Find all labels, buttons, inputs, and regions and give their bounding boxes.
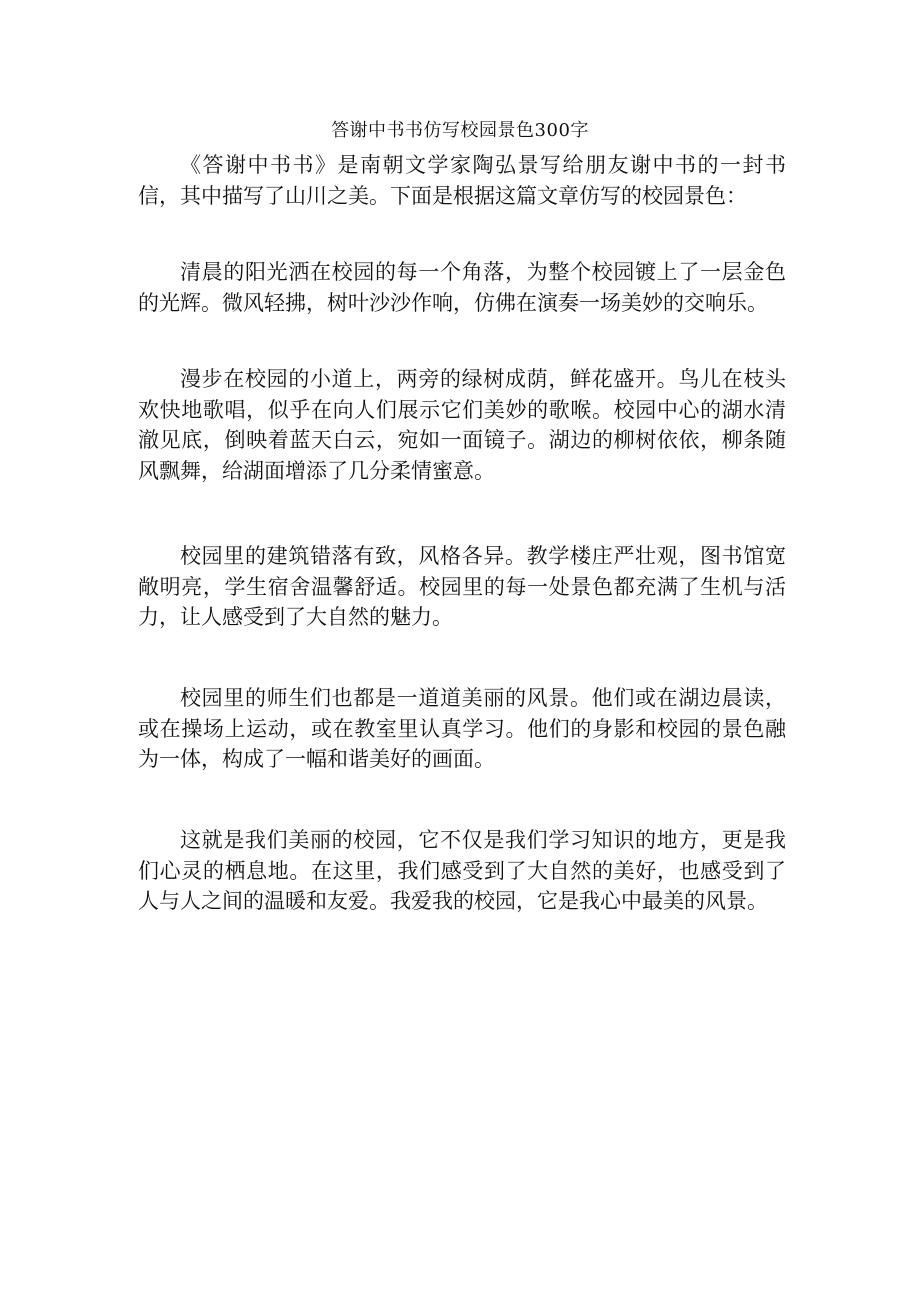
paragraph-conclusion: 这就是我们美丽的校园，它不仅是我们学习知识的地方，更是我们心灵的栖息地。在这里，我们感受到了大自然的美好，也感受到了人与人之间的温暖和友爱。我爱我的校园，它是我心中最美的风景。	[138, 828, 786, 913]
paragraph-campus-buildings: 校园里的建筑错落有致，风格各异。教学楼庄严壮观，图书馆宽敞明亮，学生宿舍温馨舒适。校园里的每一处景色都充满了生机与活力，让人感受到了大自然的魅力。	[138, 544, 786, 629]
paragraph-campus-path: 漫步在校园的小道上，两旁的绿树成荫，鲜花盛开。鸟儿在枝头欢快地歌唱，似乎在向人们展示它们美妙的歌喉。校园中心的湖水清澈见底，倒映着蓝天白云，宛如一面镜子。湖边的柳树依依，柳条随风飘舞，给湖面增添了几分柔情蜜意。	[138, 367, 786, 483]
intro-paragraph: 《答谢中书书》是南朝文学家陶弘景写给朋友谢中书的一封书信，其中描写了山川之美。下面是根据这篇文章仿写的校园景色：	[138, 153, 786, 208]
document-title: 答谢中书书仿写校园景色300字	[331, 120, 589, 141]
paragraph-morning-sunlight: 清晨的阳光洒在校园的每一个角落，为整个校园镀上了一层金色的光辉。微风轻拂，树叶沙沙作响，仿佛在演奏一场美妙的交响乐。	[138, 260, 786, 315]
paragraph-teachers-students: 校园里的师生们也都是一道道美丽的风景。他们或在湖边晨读，或在操场上运动，或在教室里认真学习。他们的身影和校园的景色融为一体，构成了一幅和谐美好的画面。	[138, 686, 786, 771]
